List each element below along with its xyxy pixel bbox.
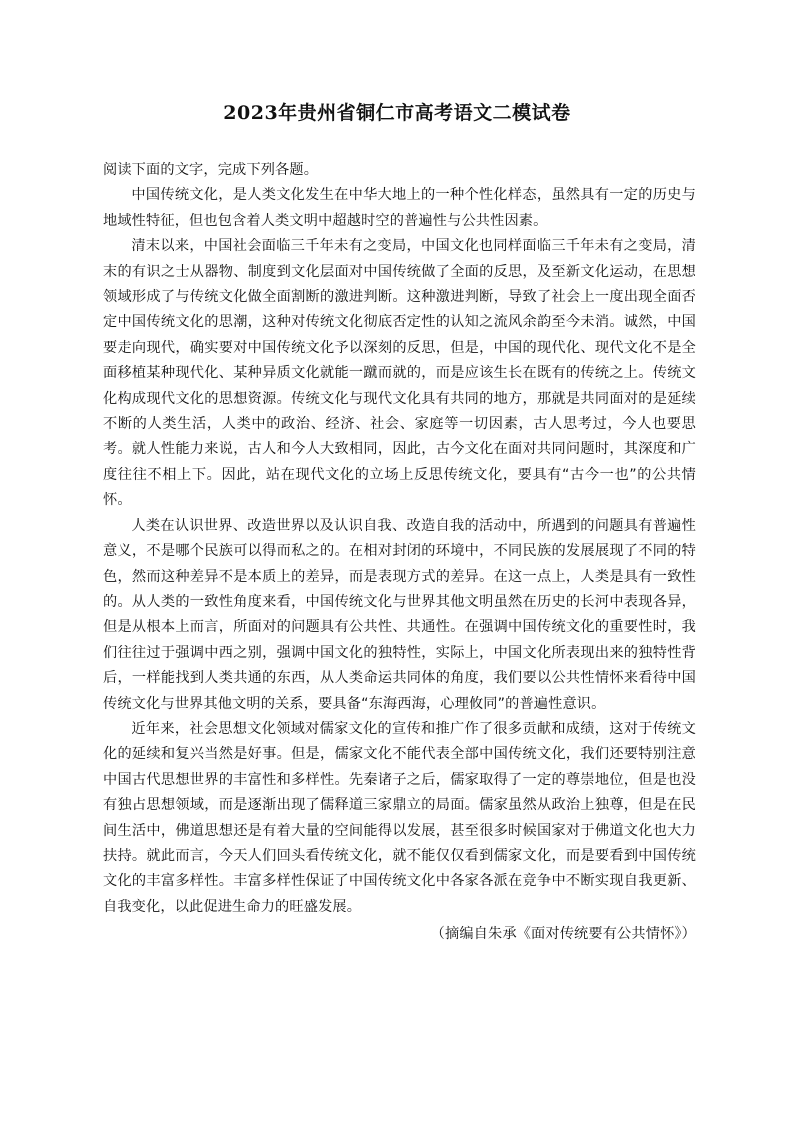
question-instruction: 阅读下面的文字，完成下列各题。 — [103, 162, 319, 178]
reading-passage — [103, 158, 696, 948]
page-title: 2023年贵州省铜仁市高考语文二模试卷 — [223, 102, 571, 124]
paragraph-2: 清末以来，中国社会面临三千年未有之变局，中国文化也同样面临三千年未有之变局，清末的有识之士从器物、制度到文化层面对中国传统做了全面的反思，及至新文化运动，在思想领域形成了与传统文化做全面割断的激进判断。这种激进判断，导致了社会上一度出现全面否定中国传统文化的思潮，这种对传统文化彻底否定性的认知之流风余韵至今未消。诚然，中国要走向现代，确实要对中国传统文化予以深刻的反思，但是，中国的现代化、现代文化不是全面移植某种现代化、某种异质文化就能一蹴而就的，而是应该生长在既有的传统之上。传统文化构成现代文化的思想资源。传统文化与现代文化具有共同的地方，那就是共同面对的是延续不断的人类生活，人类中的政治、经济、社会、家庭等一切因素，古人思考过，今人也要思考。就人性能力来说，古人和今人大致相同，因此，古今文化在面对共同问题时，其深度和广度往往不相上下。因此，站在现代文化的立场上反思传统文化，要具有“古今一也”的公共情怀。 — [103, 238, 696, 509]
paragraph-1: 中国传统文化，是人类文化发生在中华大地上的一种个性化样态，虽然具有一定的历史与地域性特征，但也包含着人类文明中超越时空的普遍性与公共性因素。 — [103, 187, 696, 229]
paragraph-3: 人类在认识世界、改造世界以及认识自我、改造自我的活动中，所遇到的问题具有普遍性意义，不是哪个民族可以得而私之的。在相对封闭的环境中，不同民族的发展展现了不同的特色，然而这种差异不是本质上的差异，而是表现方式的差异。在这一点上，人类是具有一致性的。从人类的一致性角度来看，中国传统文化与世界其他文明虽然在历史的长河中表现各异，但是从根本上而言，所面对的问题具有公共性、共通性。在强调中国传统文化的重要性时，我们往往过于强调中西之别，强调中国文化的独特性，实际上，中国文化所表现出来的独特性背后，一样能找到人类共通的东西，从人类命运共同体的角度，我们要以公共性情怀来看待中国传统文化与世界其他文明的关系，要具备“东海西海，心理攸同”的普遍性意识。 — [103, 517, 696, 712]
paragraph-4: 近年来，社会思想文化领域对儒家文化的宣传和推广作了很多贡献和成绩，这对于传统文化的延续和复兴当然是好事。但是，儒家文化不能代表全部中国传统文化，我们还要特别注意中国古代思想世界的丰富性和多样性。先秦诸子之后，儒家取得了一定的尊崇地位，但是也没有独占思想领域，而是逐渐出现了儒释道三家鼎立的局面。儒家虽然从政治上独尊，但是在民间生活中，佛道思想还是有着大量的空间能得以发展，甚至很多时候国家对于佛道文化也大力扶持。就此而言，今天人们回头看传统文化，就不能仅仅看到儒家文化，而是要看到中国传统文化的丰富多样性。丰富多样性保证了中国传统文化中各家各派在竞争中不断实现自我更新、自我变化，以此促进生命力的旺盛发展。 — [103, 720, 696, 915]
source-citation: （摘编自朱承《面对传统要有公共情怀》） — [430, 926, 696, 943]
